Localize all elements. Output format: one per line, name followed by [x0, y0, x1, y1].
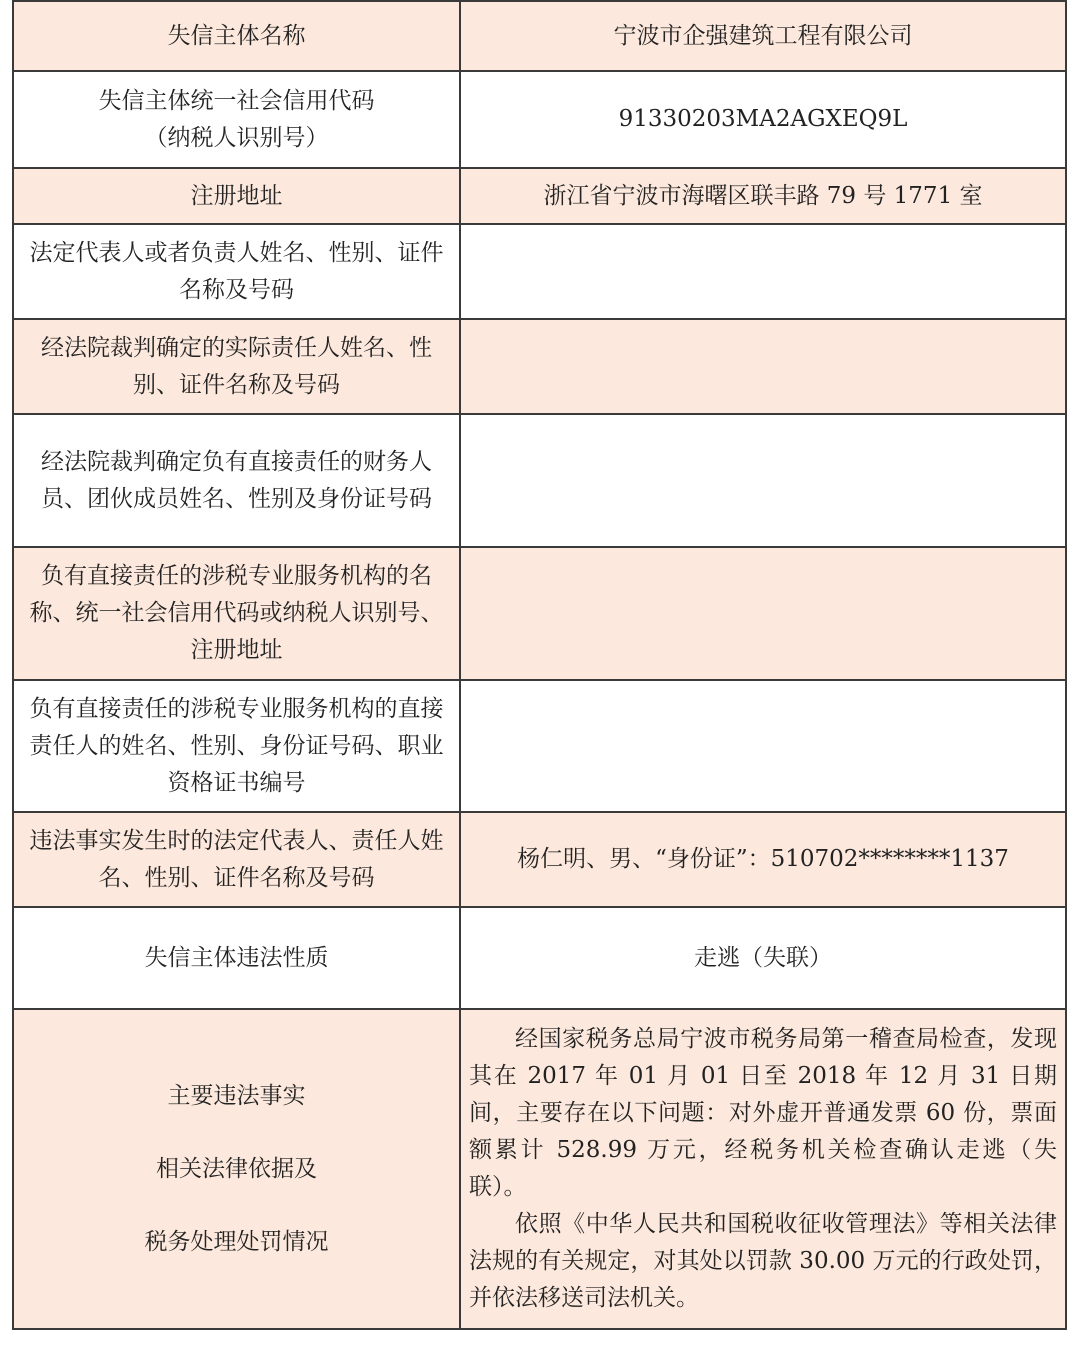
row-value: 走逃（失联）: [460, 907, 1066, 1009]
row-value: [460, 547, 1066, 680]
row-label: 负有直接责任的涉税专业服务机构的名称、统一社会信用代码或纳税人识别号、注册地址: [13, 547, 460, 680]
table-row: [13, 812, 1066, 907]
table-row: [13, 547, 1066, 680]
facts-paragraph: 依照《中华人民共和国税收征收管理法》等相关法律法规的有关规定，对其处以罚款 30.00 万元的行政处罚，并依法移送司法机关。: [469, 1211, 1057, 1311]
row-value: [460, 319, 1066, 414]
row-label: 失信主体违法性质: [13, 907, 460, 1009]
row-label: 经法院裁判确定的实际责任人姓名、性别、证件名称及号码: [13, 319, 460, 414]
table-row: [13, 907, 1066, 1009]
row-label: [13, 71, 460, 168]
credit-code-label: 失信主体统一社会信用代码 （纳税人识别号）: [98, 87, 375, 151]
row-value: [460, 414, 1066, 547]
table-row-facts: [13, 1009, 1066, 1329]
facts-paragraph: 经国家税务总局宁波市税务局第一稽查局检查，发现其在 2017 年 01 月 01 日至 2018 年 12 月 31 日期间，主要存在以下问题：对外虚开普通发票 60 份，票面额累计 528.99 万元，经税务机关检查确认走逃（失联）。: [469, 1026, 1057, 1200]
row-value: [460, 680, 1066, 812]
row-value: 91330203MA2AGXEQ9L: [460, 71, 1066, 168]
facts-label-line: 主要违法事实: [167, 1082, 306, 1109]
row-label: 违法事实发生时的法定代表人、责任人姓名、性别、证件名称及号码: [13, 812, 460, 907]
table-row: [13, 168, 1066, 224]
facts-text: [460, 1009, 1066, 1329]
facts-label: [13, 1009, 460, 1329]
facts-label-line: 相关法律依据及: [156, 1155, 317, 1182]
row-value: [460, 224, 1066, 319]
row-label: 负有直接责任的涉税专业服务机构的直接责任人的姓名、性别、身份证号码、职业资格证书编号: [13, 680, 460, 812]
table-row: [13, 680, 1066, 812]
row-label: 失信主体名称: [13, 1, 460, 71]
table-row: [13, 71, 1066, 168]
table-row: [13, 414, 1066, 547]
row-value: 杨仁明、男、“身份证”：510702********1137: [460, 812, 1066, 907]
credit-info-table: [12, 0, 1067, 1330]
row-value: 宁波市企强建筑工程有限公司: [460, 1, 1066, 71]
row-label: 法定代表人或者负责人姓名、性别、证件名称及号码: [13, 224, 460, 319]
table-row: [13, 319, 1066, 414]
table-row: [13, 1, 1066, 71]
table-row: [13, 224, 1066, 319]
facts-label-line: 税务处理处罚情况: [144, 1228, 329, 1255]
row-label: 注册地址: [13, 168, 460, 224]
row-value: 浙江省宁波市海曙区联丰路 79 号 1771 室: [460, 168, 1066, 224]
row-label: 经法院裁判确定负有直接责任的财务人员、团伙成员姓名、性别及身份证号码: [13, 414, 460, 547]
